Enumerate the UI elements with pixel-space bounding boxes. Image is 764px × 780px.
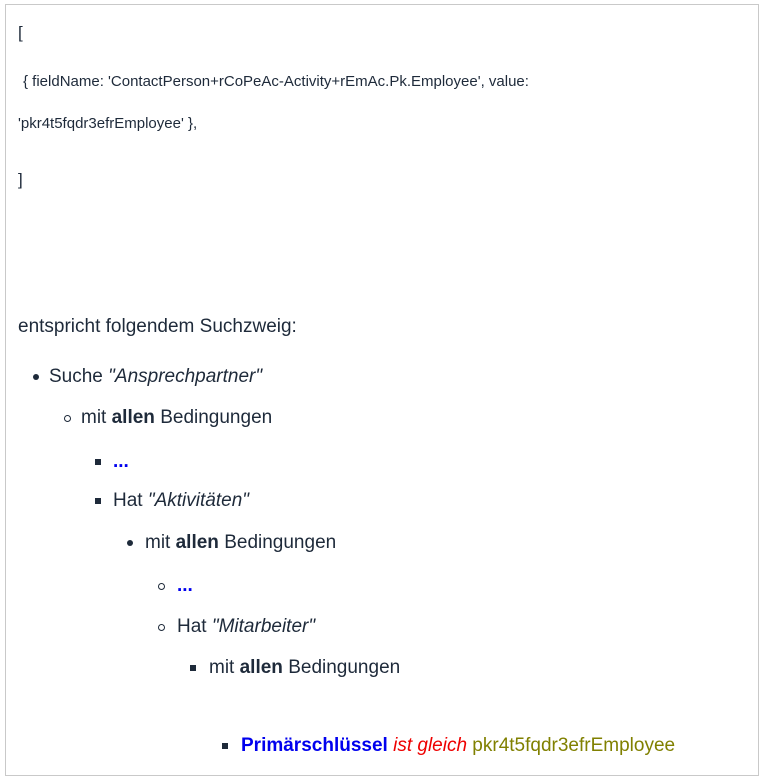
bullet-square-icon (95, 498, 101, 504)
cond1-suffix: Bedingungen (154, 407, 273, 428)
code-open-bracket: [ (18, 23, 23, 42)
bullet-square-icon (190, 665, 196, 671)
query-panel (5, 4, 759, 776)
cond1-bold: allen (111, 407, 155, 428)
bullet-square-icon (95, 459, 101, 465)
bullet-circle-icon (158, 624, 165, 631)
cond2-prefix: mit (145, 532, 176, 553)
ellipsis-link-2[interactable]: ... (177, 575, 193, 596)
cond3-suffix: Bedingungen (282, 657, 401, 678)
bullet-circle-icon (64, 415, 71, 422)
has2-prefix: Hat (177, 616, 212, 637)
has1-prefix: Hat (113, 490, 148, 511)
ellipsis-link-1[interactable]: ... (113, 451, 129, 472)
operator-text: ist gleich (393, 735, 468, 756)
search-entity: "Ansprechpartner" (108, 366, 263, 387)
code-line-2: 'pkr4t5fqdr3efrEmployee' }, (18, 115, 198, 132)
search-prefix: Suche (49, 366, 109, 387)
intro-text: entspricht folgendem Suchzweig: (18, 316, 297, 337)
cond2-bold: allen (175, 532, 219, 553)
has2-entity: "Mitarbeiter" (211, 616, 316, 637)
code-line-1: { fieldName: 'ContactPerson+rCoPeAc-Activity+rEmAc.Pk.Employee', value: (23, 73, 529, 90)
cond1-prefix: mit (81, 407, 112, 428)
bullet-circle-icon (158, 583, 165, 590)
code-close-bracket: ] (18, 170, 23, 189)
bullet-square-icon (222, 743, 228, 749)
field-name-link[interactable]: Primärschlüssel (241, 735, 388, 756)
value-text: pkr4t5fqdr3efrEmployee (472, 735, 676, 756)
cond3-bold: allen (239, 657, 283, 678)
bullet-disc-icon (33, 374, 39, 380)
cond3-prefix: mit (209, 657, 240, 678)
has1-entity: "Aktivitäten" (147, 490, 250, 511)
cond2-suffix: Bedingungen (218, 532, 337, 553)
bullet-disc-icon (127, 540, 133, 546)
